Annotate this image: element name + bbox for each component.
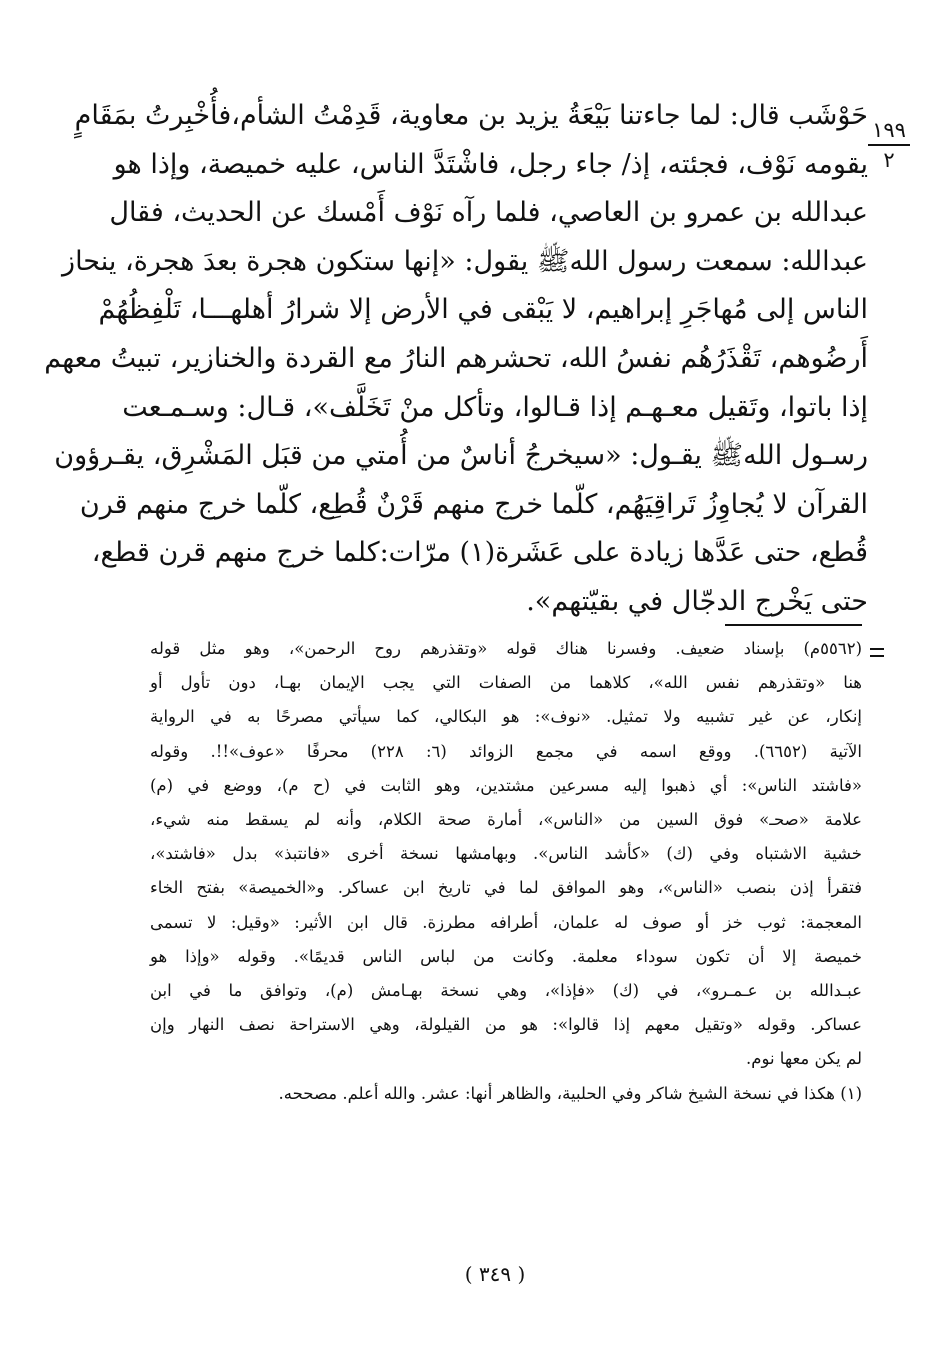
margin-reference-volume: ١٩٩ [872, 118, 906, 142]
margin-reference-part: ٢ [883, 148, 895, 172]
footnote-line: خشية الاشتباه وفي (ك) «كأشد الناس». وبهامشها نسخة أخرى «فانتبذ» بدل «فاشتد»، [150, 844, 862, 864]
hadith-line: يقومه نَوْف، فجئته، إذ/ جاء رجل، فاشْتَدَّ الناس، عليه خميصة، وإذا هو [113, 148, 868, 180]
hadith-line: عبدالله: سمعت رسول اللهﷺ يقول: «إنها ستكون هجرة بعدَ هجرة، ينحاز [62, 245, 868, 277]
margin-reference [868, 118, 910, 172]
footnote-continuation-mark [870, 648, 884, 662]
footnote-line: عبـدالله بن عـمـرو»، في (ك) «فإذا»، وهي نسخة بهـامش (م)، وتوافق ما في ابن [150, 981, 862, 1001]
footnotes [150, 632, 862, 1111]
footnote-line: إنكار، عن غير تشبيه ولا تمثيل. «نوف»: هو البكالي، كما سيأتي مصرحًا به في الرواية [150, 707, 862, 727]
footnote-line: علامة «صحـ» فوق السين من «الناس»، أمارة صحة الكلام، وأنه لم يسقط منه شيء، [150, 810, 862, 830]
footnote-line: هنا «وتقذرهم نفس الله»، كلاهما من الصفات التي يجب الإيمان بهـا، دون تأول أو [150, 673, 862, 693]
hadith-line: حتى يَخْرج الدجّال في بقيّتهم». [526, 585, 868, 617]
footnote-line: لم يكن معها نوم. [745, 1049, 862, 1069]
hadith-text [44, 92, 868, 627]
hadith-line: عبدالله بن عمرو بن العاصي، فلما رآه نَوْف أَمْسك عن الحديث، فقال [109, 197, 868, 229]
footnote-line: (٥٥٦٢م) بإسناد ضعيف. وفسرنا هناك قوله «وتقذرهم روح الرحمن»، وهو مثل قوله [150, 639, 862, 658]
footnote-line: خميصة إلا أن تكون سوداء معلمة. وكانت من لباس الناس قديمًا». وقوله «وإذا هو [150, 946, 862, 966]
footnote-line: (١) هكذا في نسخة الشيخ شاكر وفي الحلبية، والظاهر أنها: عشر. والله أعلم. مصححه. [278, 1083, 862, 1103]
margin-reference-rule [868, 144, 910, 146]
footnote-line: «فاشتد الناس»: أي ذهبوا إليه مسرعين مشتدين، وهو الثابت في (ح م)، ووضع في (م) [150, 775, 862, 795]
footnote-line: عساكر. وقوله «وتقيل معهم إذا قالوا»: هو من القيلولة، وهي الاستراحة نصف النهار وإن [150, 1015, 862, 1035]
footnote-line: المعجمة: ثوب خز أو صوف له علمان، أطرافه مطرزة. قال ابن الأثير: «وقيل: لا تسمى [150, 912, 862, 932]
page-number: ( ٣٤٩ ) [464, 1262, 526, 1286]
hadith-line: الناس إلى مُهاجَرِ إبراهيم، لا يَبْقى في الأرض إلا شرارُ أهلهـــا، تَلْفِظُهُمْ [98, 294, 868, 326]
hadith-line: رسـول اللهﷺ يقـول: «سيخرجُ أناسٌ من أُمتي من قبَل المَشْرِق، يقـرؤون [54, 440, 868, 472]
hadith-line: قُطع، حتى عَدَّها زيادة على عَشَرة(١) مرّات:كلما خرج منهم قرن قطع، [91, 537, 868, 569]
footnote-line: فتقرأ إذن بنصب «الناس»، وهو الموافق لما في تاريخ ابن عساكر. و«الخميصة» بفتح الخاء [150, 878, 862, 898]
footnote-separator [725, 624, 862, 626]
footnote-line: الآتية (٦٦٥٢). ووقع اسمه في مجمع الزوائد (٦: ٢٢٨) محرفًا «عوف»!!. وقوله [150, 741, 862, 761]
hadith-line: حَوْشَب قال: لما جاءتنا بَيْعَةُ يزيد بن معاوية، قَدِمْتُ الشأم،فأُخْبِرتُ بمَقَامٍ [74, 100, 868, 131]
hadith-line: إذا باتوا، وتَقيل معـهـم إذا قـالوا، وتأكل منْ تَخَلَّف»، قـال: وسـمـعت [122, 391, 868, 423]
hadith-line: القرآن لا يُجاوِزُ تَراقِيَهُم، كلّما خرج منهم قَرْنٌ قُطِع، كلّما خرج منهم قرن [79, 488, 868, 520]
hadith-line: أَرضُوهم، تَقْذَرُهُم نفسُ الله، تحشرهم النارُ مع القردة والخنازير، تبيتُ معهم [44, 342, 868, 374]
